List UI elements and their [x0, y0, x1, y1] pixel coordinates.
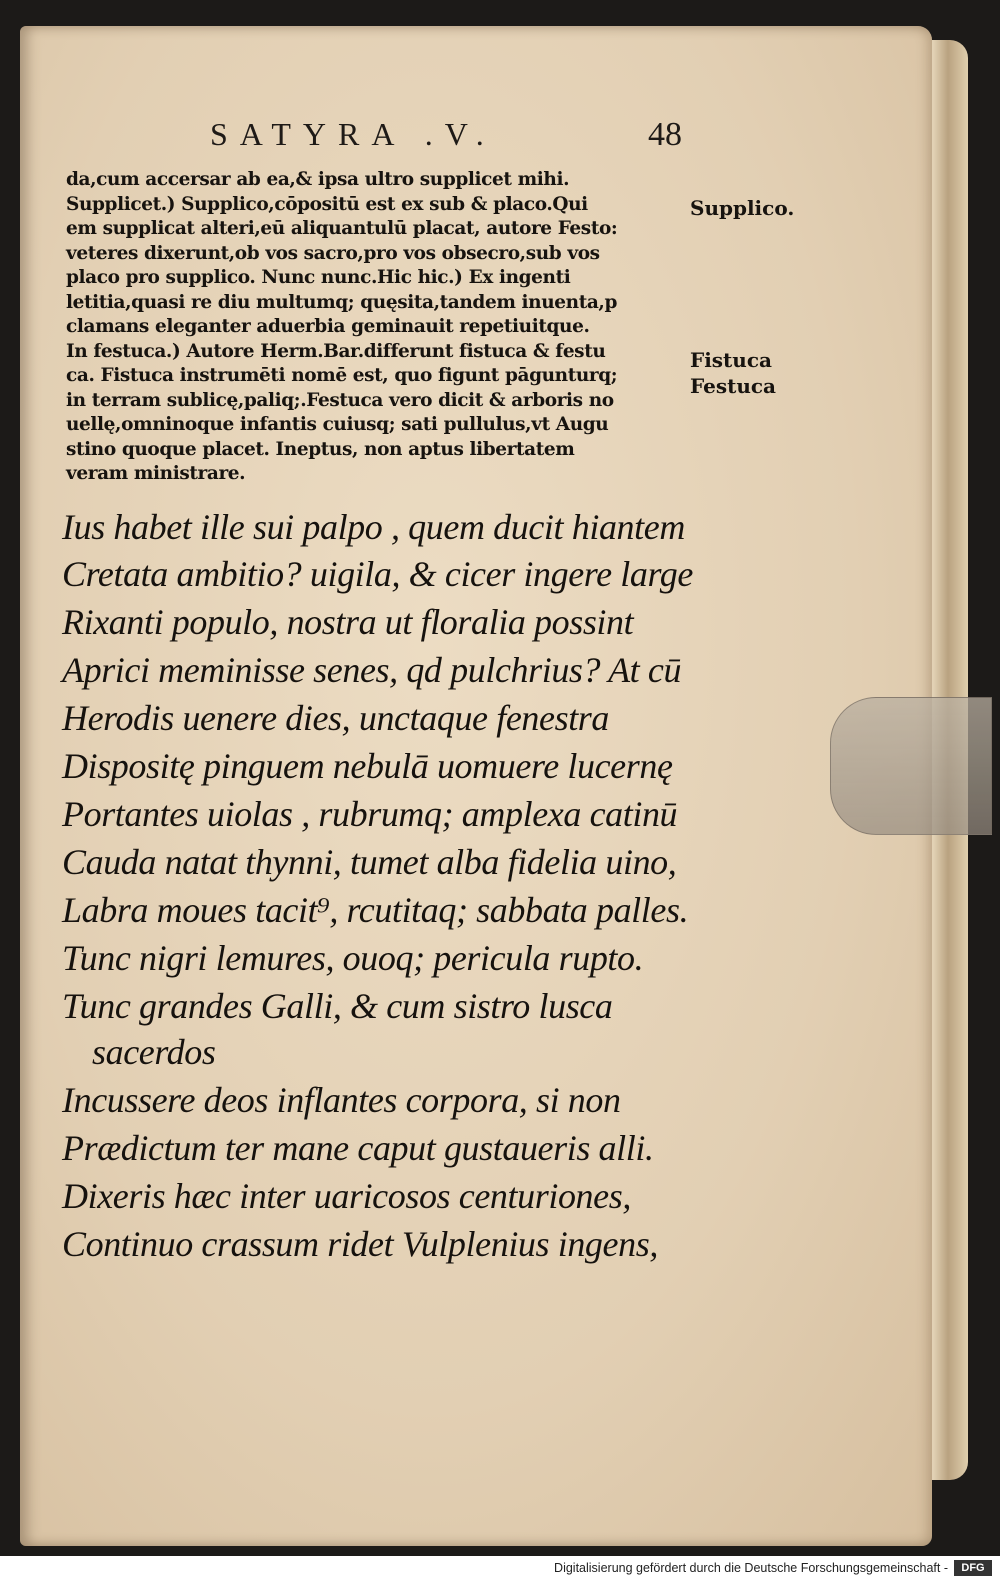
- commentary-line: veram ministrare.: [66, 463, 246, 484]
- verse-line: Ius habet ille sui palpo , quem ducit hiantem: [62, 507, 685, 547]
- commentary-block: [66, 168, 686, 487]
- verse-line: sacerdos: [92, 1032, 216, 1072]
- margin-note: Festuca: [690, 374, 777, 398]
- verse-line: Continuo crassum ridet Vulplenius ingens,: [62, 1224, 658, 1264]
- page-number: 48: [648, 116, 682, 153]
- funding-credit: Digitalisierung gefördert durch die Deutsche Forschungsgemeinschaft -: [554, 1561, 948, 1575]
- commentary-line: clamans eleganter aduerbia geminauit repetiuitque.: [66, 316, 590, 337]
- dfg-logo: DFG: [954, 1560, 992, 1576]
- verse-line: Cauda natat thynni, tumet alba fidelia uino,: [62, 842, 677, 882]
- margin-note: Supplico.: [690, 196, 795, 220]
- commentary-line: placo pro supplico. Nunc nunc.Hic hic.) Ex ingenti: [66, 267, 571, 288]
- verse-line: Tunc grandes Galli, & cum sistro lusca: [62, 986, 613, 1026]
- commentary-line: em supplicat alteri,eū aliquantulū placat, autore Festo:: [66, 218, 618, 239]
- verse-line: Dispositę pinguem nebulā uomuere lucernę: [62, 746, 673, 786]
- verse-line: Dixeris hæc inter uaricosos centuriones,: [62, 1176, 631, 1216]
- running-head: SATYRA .V.: [210, 116, 496, 152]
- commentary-line: uellę,omninoque infantis cuiusq; sati pullulus,vt Augu: [66, 414, 609, 435]
- page-clip-tab: [830, 697, 992, 835]
- commentary-line: in terram sublicę,paliq;.Festuca vero dicit & arboris no: [66, 389, 614, 411]
- commentary-line: letitia,quasi re diu multumq; quęsita,tandem inuenta,p: [66, 291, 618, 313]
- commentary-line: veteres dixerunt,ob vos sacro,pro vos obsecro,sub vos: [66, 242, 600, 264]
- verse-line: Prædictum ter mane caput gustaueris alli.: [62, 1128, 654, 1168]
- commentary-line: ca. Fistuca instrumēti nomē est, quo figunt pāgunturq;: [66, 365, 618, 386]
- verse-line: Herodis uenere dies, unctaque fenestra: [62, 698, 610, 738]
- commentary-line: In festuca.) Autore Herm.Bar.differunt fistuca & festu: [66, 340, 606, 362]
- verse-line: Cretata ambitio? uigila, & cicer ingere large: [62, 554, 693, 594]
- verse-line: Labra moues tacit⁹, rcutitaq; sabbata palles.: [62, 890, 689, 930]
- margin-note: Fistuca: [690, 348, 772, 372]
- commentary-line: Supplicet.) Supplico,cōpositū est ex sub & placo.Qui: [66, 193, 588, 215]
- verse-line: Rixanti populo, nostra ut floralia possint: [62, 602, 634, 642]
- verse-line: Portantes uiolas , rubrumq; amplexa catinū: [62, 794, 678, 834]
- footer-bar: [0, 1556, 1000, 1582]
- verse-line: Incussere deos inflantes corpora, si non: [62, 1080, 621, 1120]
- verse-line: Aprici meminisse senes, qd pulchrius? At cū: [62, 650, 682, 690]
- verse-line: Tunc nigri lemures, ouoq; pericula rupto.: [62, 938, 644, 978]
- commentary-line: stino quoque placet. Ineptus, non aptus libertatem: [66, 438, 575, 460]
- commentary-line: da,cum accersar ab ea,& ipsa ultro supplicet mihi.: [66, 169, 570, 190]
